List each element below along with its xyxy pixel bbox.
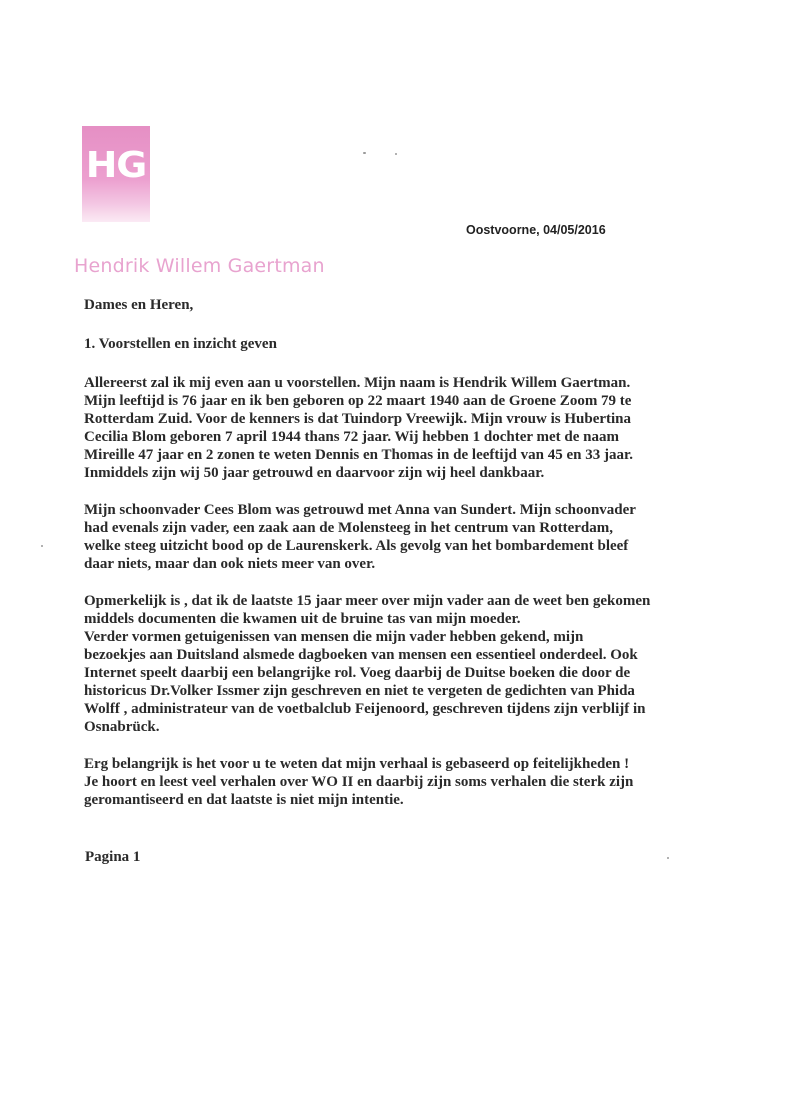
scan-speck (41, 545, 43, 547)
section-heading: 1. Voorstellen en inzicht geven (84, 336, 277, 352)
scan-speck (667, 857, 669, 859)
letter-body (84, 296, 674, 828)
paragraph-line: Inmiddels zijn wij 50 jaar getrouwd en daarvoor zijn wij heel dankbaar. (84, 465, 545, 481)
scan-speck (395, 153, 397, 155)
scan-speck (363, 152, 366, 154)
paragraph-line: Je hoort en leest veel verhalen over WO II en daarbij zijn soms verhalen die sterk zijn (84, 774, 634, 790)
paragraph-line: Wolff , administrateur van de voetbalclub Feijenoord, geschreven tijdens zijn verblijf in (84, 701, 646, 717)
logo-initials: HG (85, 145, 147, 186)
paragraph-line: Verder vormen getuigenissen van mensen die mijn vader hebben gekend, mijn (84, 629, 584, 645)
paragraph-line: Erg belangrijk is het voor u te weten dat mijn verhaal is gebaseerd op feitelijkheden ! (84, 756, 630, 772)
company-name: Hendrik Willem Gaertman (74, 255, 325, 277)
paragraph-sources (84, 592, 674, 736)
paragraph-line: Allereerst zal ik mij even aan u voorstellen. Mijn naam is Hendrik Willem Gaertman. (84, 375, 631, 391)
paragraph-line: welke steeg uitzicht bood op de Laurenskerk. Als gevolg van het bombardement bleef (84, 538, 629, 554)
paragraph-line: Cecilia Blom geboren 7 april 1944 thans 72 jaar. Wij hebben 1 dochter met de naam (84, 429, 620, 445)
paragraph-line: middels documenten die kwamen uit de bruine tas van mijn moeder. (84, 611, 521, 627)
paragraph-line: Mireille 47 jaar en 2 zonen te weten Dennis en Thomas in de leeftijd van 45 en 33 jaar. (84, 447, 633, 463)
paragraph-line: Rotterdam Zuid. Voor de kenners is dat Tuindorp Vreewijk. Mijn vrouw is Hubertina (84, 411, 632, 427)
paragraph-line: historicus Dr.Volker Issmer zijn geschreven en niet te vergeten de gedichten van Phida (84, 683, 635, 699)
paragraph-line: Opmerkelijk is , dat ik de laatste 15 jaar meer over mijn vader aan de weet ben gekomen (84, 593, 651, 609)
paragraph-facts (84, 755, 674, 809)
paragraph-introduction (84, 374, 674, 482)
paragraph-line: geromantiseerd en dat laatste is niet mijn intentie. (84, 792, 404, 808)
company-logo (82, 126, 150, 222)
paragraph-line: daar niets, maar dan ook niets meer van over. (84, 556, 376, 572)
paragraph-father-in-law (84, 501, 674, 573)
paragraph-line: had evenals zijn vader, een zaak aan de Molensteeg in het centrum van Rotterdam, (84, 520, 613, 536)
salutation: Dames en Heren, (84, 297, 194, 313)
paragraph-line: Osnabrück. (84, 719, 160, 735)
page-number: Pagina 1 (85, 849, 141, 865)
paragraph-line: bezoekjes aan Duitsland alsmede dagboeken van mensen een essentieel onderdeel. Ook (84, 647, 638, 663)
paragraph-line: Internet speelt daarbij een belangrijke rol. Voeg daarbij de Duitse boeken die door de (84, 665, 631, 681)
paragraph-line: Mijn schoonvader Cees Blom was getrouwd met Anna van Sundert. Mijn schoonvader (84, 502, 636, 518)
place-date: Oostvoorne, 04/05/2016 (466, 223, 606, 237)
paragraph-line: Mijn leeftijd is 76 jaar en ik ben geboren op 22 maart 1940 aan de Groene Zoom 79 te (84, 393, 632, 409)
